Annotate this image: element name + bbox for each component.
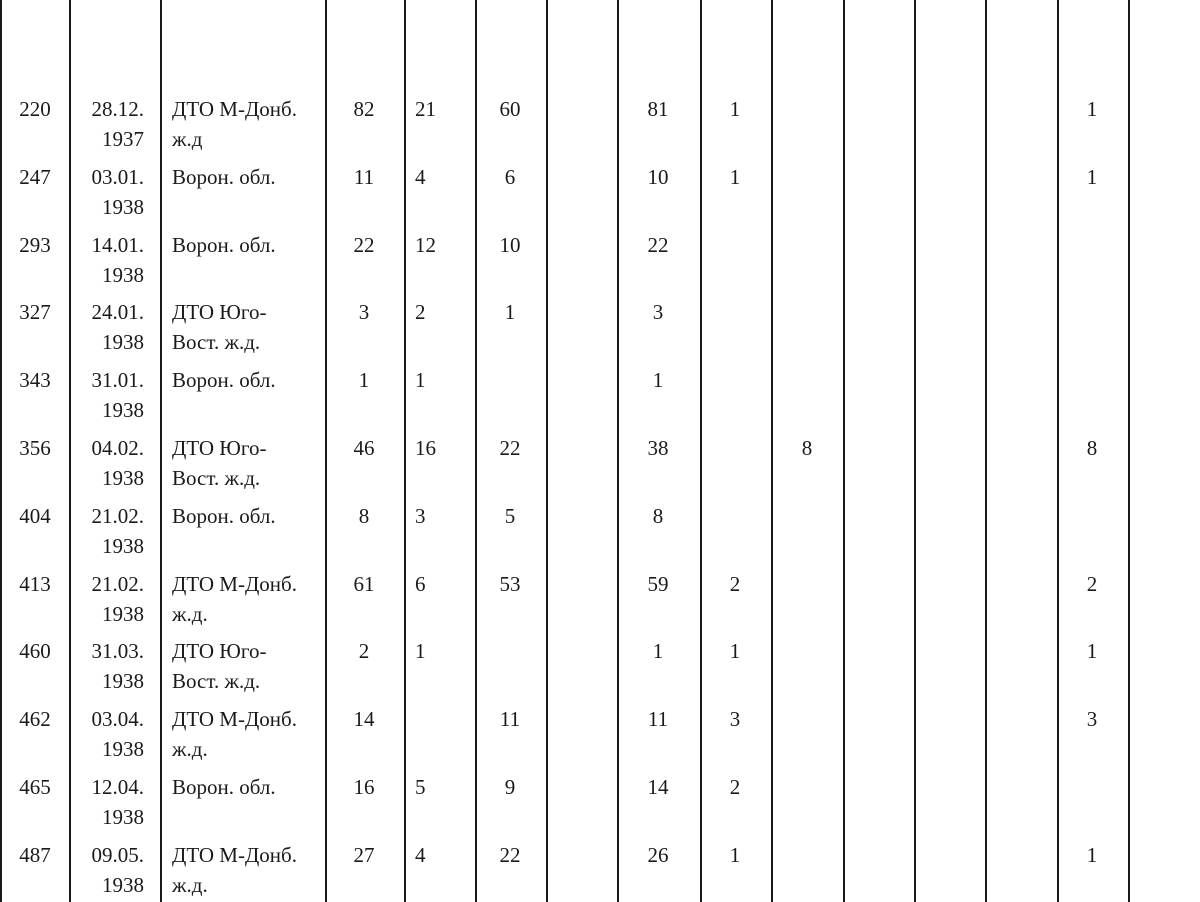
cell-text-line: 5 (504, 504, 516, 528)
table-cell (326, 297, 402, 327)
cell-text-line: 9 (504, 775, 516, 799)
table-cell (2, 162, 68, 192)
cell-text-line: 22 (353, 233, 375, 257)
cell-text-line: 8 (652, 504, 664, 528)
cell-text-line: 27 (353, 843, 375, 867)
cell-text-line: 04.02. (91, 436, 144, 460)
table-cell (415, 840, 475, 870)
cell-text-line: 38 (647, 436, 669, 460)
table-cell (2, 297, 68, 327)
cell-text-line: 31.03. (91, 639, 144, 663)
cell-text-line: 14 (647, 775, 669, 799)
table-cell (618, 569, 698, 599)
cell-text-line: 31.01. (91, 368, 144, 392)
table-cell (72, 94, 144, 154)
table-cell (701, 840, 769, 870)
column-rule (843, 0, 845, 902)
table-cell (326, 433, 402, 463)
cell-text-line: ж.д. (172, 873, 208, 897)
table-cell (701, 704, 769, 734)
table-cell (476, 297, 544, 327)
cell-text-line: 1938 (102, 737, 144, 761)
table-cell (618, 501, 698, 531)
cell-text-line: 26 (647, 843, 669, 867)
cell-text-line: 60 (499, 97, 521, 121)
table-cell (701, 636, 769, 666)
cell-text-line: ж.д. (172, 602, 208, 626)
column-rule (1128, 0, 1130, 902)
cell-text-line: 53 (499, 572, 521, 596)
cell-text-line: 465 (19, 775, 51, 799)
cell-text-line: 4 (415, 843, 426, 867)
cell-text-line: 16 (353, 775, 375, 799)
cell-text-line: 21 (415, 97, 436, 121)
table-cell (172, 365, 322, 395)
table-cell (701, 772, 769, 802)
table-cell (2, 501, 68, 531)
table-cell (172, 501, 322, 531)
cell-text-line: 59 (647, 572, 669, 596)
cell-text-line: 10 (499, 233, 521, 257)
table-cell (172, 569, 322, 629)
cell-text-line: 22 (499, 843, 521, 867)
table-cell (476, 569, 544, 599)
cell-text-line: 82 (353, 97, 375, 121)
cell-text-line: 21.02. (91, 572, 144, 596)
column-rule (546, 0, 548, 902)
cell-text-line: 413 (19, 572, 51, 596)
cell-text-line: 356 (19, 436, 51, 460)
table-cell (72, 772, 144, 832)
table-cell (72, 297, 144, 357)
table-cell (326, 636, 402, 666)
table-cell (701, 162, 769, 192)
cell-text-line: 16 (415, 436, 436, 460)
table-cell (415, 501, 475, 531)
table-cell (2, 433, 68, 463)
column-rule (404, 0, 406, 902)
cell-text-line: 5 (415, 775, 426, 799)
table-cell (326, 569, 402, 599)
cell-text-line: 12.04. (91, 775, 144, 799)
cell-text-line: 14.01. (91, 233, 144, 257)
cell-text-line: 1938 (102, 669, 144, 693)
cell-text-line: 6 (504, 165, 516, 189)
table-cell (172, 162, 322, 192)
cell-text-line: Вост. ж.д. (172, 330, 261, 354)
cell-text-line: 247 (19, 165, 51, 189)
table-cell (415, 365, 475, 395)
table-cell (618, 840, 698, 870)
table-cell (618, 365, 698, 395)
cell-text-line: 2 (358, 639, 370, 663)
cell-text-line: 1 (729, 639, 741, 663)
table-cell (415, 162, 475, 192)
cell-text-line: 1 (1086, 97, 1098, 121)
cell-text-line: 1 (1086, 843, 1098, 867)
table-cell (476, 230, 544, 260)
table-cell (476, 704, 544, 734)
table-cell (2, 636, 68, 666)
cell-text-line: ДТО Юго- (172, 436, 267, 460)
cell-text-line: 09.05. (91, 843, 144, 867)
cell-text-line: 1938 (102, 805, 144, 829)
table-cell (2, 230, 68, 260)
table-cell (476, 94, 544, 124)
cell-text-line: 46 (353, 436, 375, 460)
table-cell (326, 704, 402, 734)
cell-text-line: ДТО М-Донб. (172, 843, 297, 867)
column-rule (914, 0, 916, 902)
cell-text-line: 61 (353, 572, 375, 596)
table-cell (172, 704, 322, 764)
cell-text-line: Ворон. обл. (172, 368, 276, 392)
cell-text-line: 8 (801, 436, 813, 460)
cell-text-line: 487 (19, 843, 51, 867)
table-cell (618, 433, 698, 463)
cell-text-line: 1938 (102, 398, 144, 422)
cell-text-line: 3 (652, 300, 664, 324)
table-cell (618, 297, 698, 327)
cell-text-line: 1938 (102, 330, 144, 354)
table-cell (72, 162, 144, 222)
cell-text-line: 460 (19, 639, 51, 663)
cell-text-line: 3 (415, 504, 426, 528)
cell-text-line: 3 (729, 707, 741, 731)
cell-text-line: ДТО М-Донб. (172, 572, 297, 596)
cell-text-line: 2 (1086, 572, 1098, 596)
cell-text-line: 6 (415, 572, 426, 596)
cell-text-line: 327 (19, 300, 51, 324)
table-cell (326, 365, 402, 395)
cell-text-line: 03.04. (91, 707, 144, 731)
cell-text-line: 1 (652, 639, 664, 663)
table-cell (72, 501, 144, 561)
table-cell (172, 230, 322, 260)
cell-text-line: ДТО М-Донб. (172, 707, 297, 731)
table-cell (72, 365, 144, 425)
table-cell (1058, 433, 1126, 463)
cell-text-line: 2 (729, 775, 741, 799)
cell-text-line: 1 (358, 368, 370, 392)
table-cell (415, 94, 475, 124)
cell-text-line: 1 (415, 368, 426, 392)
cell-text-line: 293 (19, 233, 51, 257)
cell-text-line: 3 (358, 300, 370, 324)
cell-text-line: 220 (19, 97, 51, 121)
table-cell (415, 569, 475, 599)
cell-text-line: 21.02. (91, 504, 144, 528)
cell-text-line: 1 (729, 165, 741, 189)
table-cell (701, 569, 769, 599)
table-cell (172, 840, 322, 900)
cell-text-line: 462 (19, 707, 51, 731)
table-cell (326, 840, 402, 870)
table-cell (1058, 704, 1126, 734)
table-cell (618, 94, 698, 124)
table-cell (72, 230, 144, 290)
table-cell (2, 569, 68, 599)
table-cell (618, 704, 698, 734)
cell-text-line: 12 (415, 233, 436, 257)
table-cell (415, 636, 475, 666)
table-cell (476, 501, 544, 531)
cell-text-line: 28.12. (91, 97, 144, 121)
cell-text-line: Ворон. обл. (172, 233, 276, 257)
table-cell (2, 772, 68, 802)
table-cell (72, 569, 144, 629)
cell-text-line: 1 (729, 97, 741, 121)
table-cell (476, 433, 544, 463)
cell-text-line: 03.01. (91, 165, 144, 189)
table-cell (1058, 94, 1126, 124)
table-cell (326, 230, 402, 260)
table-cell (618, 636, 698, 666)
table-cell (415, 772, 475, 802)
table-cell (476, 840, 544, 870)
cell-text-line: 8 (358, 504, 370, 528)
cell-text-line: 1938 (102, 263, 144, 287)
table-cell (415, 297, 475, 327)
cell-text-line: 1937 (102, 127, 144, 151)
cell-text-line: 1938 (102, 534, 144, 558)
cell-text-line: ж.д. (172, 737, 208, 761)
table-cell (2, 704, 68, 734)
table-cell (326, 94, 402, 124)
cell-text-line: 22 (499, 436, 521, 460)
table-cell (172, 433, 322, 493)
table-cell (2, 840, 68, 870)
cell-text-line: ДТО Юго- (172, 639, 267, 663)
table-cell (326, 772, 402, 802)
table-cell (415, 433, 475, 463)
cell-text-line: Ворон. обл. (172, 165, 276, 189)
table-cell (326, 162, 402, 192)
cell-text-line: ж.д (172, 127, 203, 151)
table-cell (172, 636, 322, 696)
table-cell (476, 772, 544, 802)
cell-text-line: 1 (729, 843, 741, 867)
table-cell (72, 636, 144, 696)
cell-text-line: 14 (353, 707, 375, 731)
cell-text-line: 343 (19, 368, 51, 392)
cell-text-line: 11 (353, 165, 375, 189)
column-rule (160, 0, 162, 902)
cell-text-line: 81 (647, 97, 669, 121)
column-rule (69, 0, 71, 902)
cell-text-line: 1 (1086, 165, 1098, 189)
table-cell (618, 230, 698, 260)
table-cell (172, 297, 322, 357)
table-cell (72, 433, 144, 493)
table-cell (72, 704, 144, 764)
table-cell (326, 501, 402, 531)
table-cell (172, 94, 322, 154)
table-cell (72, 840, 144, 900)
table-cell (1058, 840, 1126, 870)
cell-text-line: 1 (1086, 639, 1098, 663)
cell-text-line: 11 (647, 707, 669, 731)
cell-text-line: 2 (415, 300, 426, 324)
cell-text-line: 8 (1086, 436, 1098, 460)
cell-text-line: 1 (415, 639, 426, 663)
cell-text-line: 4 (415, 165, 426, 189)
cell-text-line: Вост. ж.д. (172, 466, 261, 490)
table-cell (618, 772, 698, 802)
table-cell (1058, 162, 1126, 192)
cell-text-line: 404 (19, 504, 51, 528)
cell-text-line: 22 (647, 233, 669, 257)
cell-text-line: Ворон. обл. (172, 775, 276, 799)
column-rule (700, 0, 702, 902)
cell-text-line: ДТО Юго- (172, 300, 267, 324)
cell-text-line: 10 (647, 165, 669, 189)
table-cell (1058, 569, 1126, 599)
table-cell (772, 433, 842, 463)
table-cell (476, 162, 544, 192)
table-cell (618, 162, 698, 192)
cell-text-line: 3 (1086, 707, 1098, 731)
cell-text-line: 1938 (102, 195, 144, 219)
table-cell (2, 365, 68, 395)
table-cell (701, 94, 769, 124)
cell-text-line: 1938 (102, 466, 144, 490)
column-rule (985, 0, 987, 902)
table-cell (172, 772, 322, 802)
cell-text-line: 1 (652, 368, 664, 392)
cell-text-line: 1938 (102, 873, 144, 897)
cell-text-line: 11 (499, 707, 521, 731)
cell-text-line: 2 (729, 572, 741, 596)
table-cell (2, 94, 68, 124)
cell-text-line: Ворон. обл. (172, 504, 276, 528)
cell-text-line: 1 (504, 300, 516, 324)
cell-text-line: Вост. ж.д. (172, 669, 261, 693)
table-cell (415, 230, 475, 260)
cell-text-line: 1938 (102, 602, 144, 626)
cell-text-line: ДТО М-Донб. (172, 97, 297, 121)
cell-text-line: 24.01. (91, 300, 144, 324)
table-cell (1058, 636, 1126, 666)
